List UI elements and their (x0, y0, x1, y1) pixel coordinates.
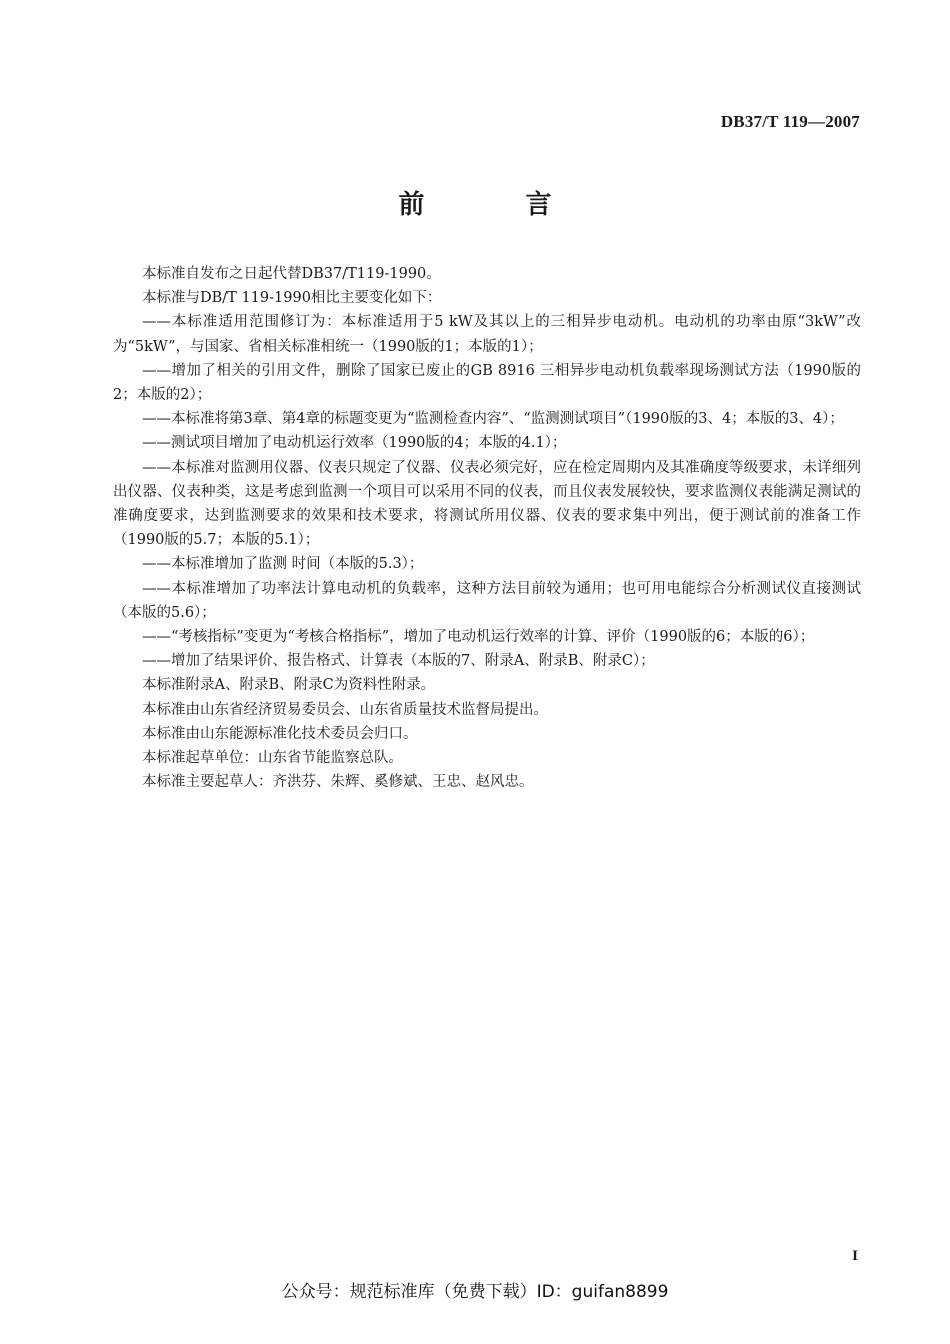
paragraph: 本标准由山东省经济贸易委员会、山东省质量技术监督局提出。 (142, 701, 548, 718)
paragraph: 本标准由山东能源标准化技术委员会归口。 (142, 725, 418, 742)
paragraph: ——本标准将第3章、第4章的标题变更为“监测检查内容”、“监测测试项目”（1990版的3、4；本版的3、4）； (142, 411, 844, 428)
paragraph: 本标准附录A、附录B、附录C为资料性附录。 (142, 677, 436, 694)
page-number: I (852, 1248, 858, 1264)
paragraph: ——增加了结果评价、报告格式、计算表（本版的7、附录A、附录B、附录C）； (142, 653, 655, 670)
paragraph: ——本标准增加了监测 时间（本版的5.3）； (142, 556, 424, 573)
paragraph: ——测试项目增加了电动机运行效率（1990版的4；本版的4.1）； (142, 435, 567, 452)
paragraph: 本标准与DB/T 119-1990相比主要变化如下： (142, 290, 442, 307)
standard-code: DB37/T 119—2007 (720, 112, 860, 131)
paragraph: ——本标准增加了功率法计算电动机的负载率，这种方法目前较为通用；也可用电能综合分析测试仪直接测试（本版的5.6）； (113, 580, 861, 621)
paragraph: 本标准起草单位：山东省节能监察总队。 (142, 750, 403, 767)
foreword-body (113, 262, 861, 794)
paragraph: ——本标准对监测用仪器、仪表只规定了仪器、仪表必须完好，应在检定周期内及其准确度等级要求，未详细列出仪器、仪表种类，这是考虑到监测一个项目可以采用不同的仪表，而且仪表发展较快，要求监测仪表能满足测试的准确度要求，达到监测要求的效果和技术要求，将测试所用仪器、仪表的要求集中列出，便于测试前的准备工作（1990版的5.7；本版的5.1）； (113, 459, 861, 549)
page-title: 前 言 (398, 190, 598, 220)
paragraph: 本标准主要起草人：齐洪芬、朱辉、奚修斌、王忠、赵风忠。 (142, 774, 534, 791)
paragraph: ——本标准适用范围修订为：本标准适用于5 kW及其以上的三相异步电动机。电动机的功率由原“3kW”改为“5kW”，与国家、省相关标准相统一（1990版的1；本版的1）； (113, 314, 861, 355)
paragraph: 本标准自发布之日起代替DB37/T119-1990。 (142, 266, 441, 282)
footer-watermark: 公众号：规范标准库（免费下载）ID：guifan8899 (281, 1282, 669, 1302)
paragraph: ——“考核指标”变更为“考核合格指标”，增加了电动机运行效率的计算、评价（1990版的6；本版的6）； (142, 629, 815, 646)
paragraph: ——增加了相关的引用文件，删除了国家已废止的GB 8916 三相异步电动机负载率现场测试方法（1990版的2；本版的2）； (113, 362, 861, 404)
